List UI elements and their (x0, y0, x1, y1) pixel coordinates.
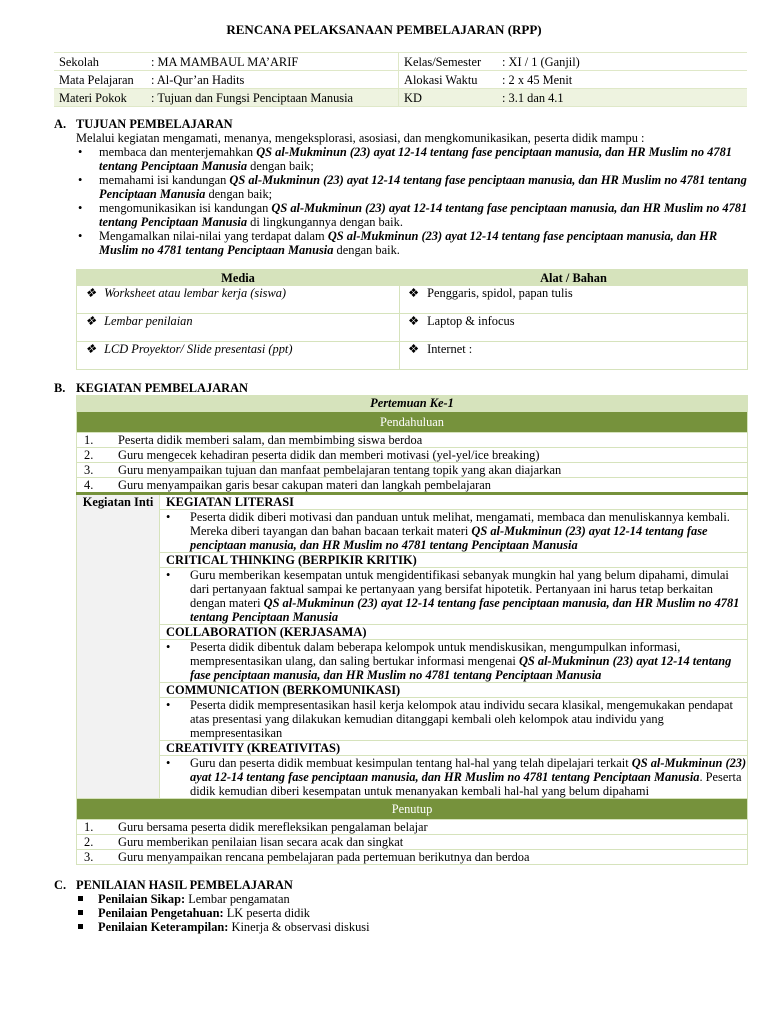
table-row: 4. Guru menyampaikan garis besar cakupan materi dan langkah pembelajaran (77, 478, 748, 494)
bullet-icon: • (166, 698, 171, 712)
tujuan-list (76, 145, 748, 257)
penutup-header: Penutup (77, 799, 748, 820)
square-bullet-icon (78, 924, 83, 929)
info-label: Materi Pokok (59, 90, 127, 105)
bullet-icon: • (78, 229, 83, 243)
section-c-heading (54, 878, 293, 892)
list-item: • Mengamalkan nilai-nilai yang terdapat dalam QS al-Mukminun (23) ayat 12-14 tentang fase penciptaan manusia, dan HR Muslim no 4781 tentang Penciptaan Manusia dengan baik. (78, 229, 718, 257)
subsection-heading: CREATIVITY (KREATIVITAS) (160, 741, 748, 756)
column-header: Alat / Bahan (400, 270, 748, 286)
penilaian-list (76, 892, 370, 934)
bullet-icon: • (166, 640, 171, 654)
bullet-icon: • (78, 201, 83, 215)
table-row: • Peserta didik mempresentasikan hasil kerja kelompok atau individu secara klasikal, mengemukakan pendapat atas presentasi yang dilakukan kemudian ditanggapi kembali oleh kelompok atau individu yang mempresentasikan (77, 698, 748, 741)
table-row: 3. Guru menyampaikan rencana pembelajaran pada pertemuan berikutnya dan berdoa (77, 850, 748, 865)
section-title: TUJUAN PEMBELAJARAN (76, 117, 233, 131)
table-row: 1. Peserta didik memberi salam, dan membimbing siswa berdoa (77, 433, 748, 448)
square-bullet-icon (78, 910, 83, 915)
info-row (54, 89, 747, 107)
diamond-bullet-icon: ❖ (408, 286, 420, 300)
table-row (77, 286, 748, 314)
table-row (77, 683, 748, 698)
media-item: Lembar penilaian (104, 314, 193, 328)
info-label: KD (404, 90, 422, 105)
list-item: Penilaian Sikap: Lembar pengamatan (76, 892, 370, 906)
alat-item: Penggaris, spidol, papan tulis (427, 286, 573, 300)
info-value: : 3.1 dan 4.1 (502, 90, 564, 105)
info-table (54, 52, 747, 107)
section-letter: A. (54, 117, 67, 131)
table-row: • Guru memberikan kesempatan untuk mengidentifikasi sebanyak mungkin hal yang belum dipahami, dimulai dari pertanyaan faktual sampai ke pertanyaan yang bersifat hipotetik. Pertanyaan ini harus tetap berkaitan dengan materi QS al-Mukminun (23) ayat 12-14 tentang fase penciptaan manusia, dan HR Muslim no 4781 tentang Penciptaan Manusia (77, 568, 748, 625)
alat-item: Internet : (427, 342, 473, 356)
section-a-intro: Melalui kegiatan mengamati, menanya, mengeksplorasi, asosiasi, dan mengkomunikasikan, peserta didik mampu : (76, 131, 645, 145)
table-row: • Guru dan peserta didik membuat kesimpulan tentang hal-hal yang telah dipelajari terkait QS al-Mukminun (23) ayat 12-14 tentang fase penciptaan manusia, dan HR Muslim no 4781 tentang Penciptaan Manusia. Peserta didik kemudian diberi kesempatan untuk menanyakan kembali hal-hal yang belum dipahami (77, 756, 748, 799)
media-item: Worksheet atau lembar kerja (siswa) (104, 286, 287, 300)
diamond-bullet-icon: ❖ (408, 342, 420, 356)
media-item: LCD Proyektor/ Slide presentasi (ppt) (104, 342, 293, 356)
subsection-heading: COMMUNICATION (BERKOMUNIKASI) (160, 683, 748, 698)
info-value: : XI / 1 (Ganjil) (502, 54, 580, 69)
table-row (77, 342, 748, 370)
table-row (77, 625, 748, 640)
media-table (76, 269, 748, 370)
subsection-heading: KEGIATAN LITERASI (160, 494, 748, 510)
table-row (77, 553, 748, 568)
info-value: : Tujuan dan Fungsi Penciptaan Manusia (146, 89, 399, 107)
list-item: • mengomunikasikan isi kandungan QS al-Mukminun (23) ayat 12-14 tentang fase penciptaan manusia, dan HR Muslim no 4781 tentang Penciptaan Manusia di lingkungannya dengan baik. (78, 201, 748, 229)
section-title: KEGIATAN PEMBELAJARAN (76, 381, 248, 395)
list-item: • membaca dan menterjemahkan QS al-Mukminun (23) ayat 12-14 tentang fase penciptaan manusia, dan HR Muslim no 4781 tentang Penciptaan Manusia dengan baik; (78, 145, 732, 173)
bullet-icon: • (166, 756, 171, 770)
bullet-icon: • (78, 145, 83, 159)
table-row (77, 494, 748, 510)
table-row: • Peserta didik dibentuk dalam beberapa kelompok untuk mendiskusikan, mengumpulkan informasi, mempresentasikan ulang, dan saling bertukar informasi mengenai QS al-Mukminun (23) ayat 12-14 tentang fase penciptaan manusia, dan HR Muslim no 4781 tentang Penciptaan Manusia (77, 640, 748, 683)
info-label: Kelas/Semester (404, 54, 482, 69)
table-row: 2. Guru mengecek kehadiran peserta didik dan memberi motivasi (yel-yel/ice breaking) (77, 448, 748, 463)
info-value: : 2 x 45 Menit (502, 72, 573, 87)
kegiatan-inti-label: Kegiatan Inti (77, 494, 160, 799)
table-row: 2. Guru memberikan penilaian lisan secara acak dan singkat (77, 835, 748, 850)
subsection-heading: CRITICAL THINKING (BERPIKIR KRITIK) (160, 553, 748, 568)
section-b-heading (54, 381, 248, 395)
info-value: : Al-Qur’an Hadits (146, 71, 399, 89)
column-header: Media (77, 270, 400, 286)
section-a-heading (54, 117, 233, 131)
list-item: • memahami isi kandungan QS al-Mukminun (23) ayat 12-14 tentang fase penciptaan manusia, dan HR Muslim no 4781 tentang Penciptaan Manusia dengan baik; (78, 173, 747, 201)
table-row: 1. Guru bersama peserta didik merefleksikan pengalaman belajar (77, 820, 748, 835)
bullet-icon: • (78, 173, 83, 187)
info-row (54, 71, 747, 89)
table-row: • Peserta didik diberi motivasi dan panduan untuk melihat, mengamati, membaca dan menuliskannya kembali. Mereka diberi tayangan dan bahan bacaan terkait materi QS al-Mukminun (23) ayat 12-14 tentang fase penciptaan manusia, dan HR Muslim no 4781 tentang Penciptaan Manusia (77, 510, 748, 553)
info-label: Mata Pelajaran (59, 72, 134, 87)
square-bullet-icon (78, 896, 83, 901)
section-title: PENILAIAN HASIL PEMBELAJARAN (76, 878, 293, 892)
pendahuluan-header: Pendahuluan (77, 412, 748, 433)
pertemuan-header: Pertemuan Ke-1 (77, 396, 748, 412)
diamond-bullet-icon: ❖ (408, 314, 420, 328)
info-value: : MA MAMBAUL MA’ARIF (146, 53, 399, 71)
section-letter: C. (54, 878, 67, 892)
info-row (54, 53, 747, 71)
info-label: Alokasi Waktu (404, 72, 478, 87)
subsection-heading: COLLABORATION (KERJASAMA) (160, 625, 748, 640)
table-row: 3. Guru menyampaikan tujuan dan manfaat pembelajaran tentang topik yang akan diajarkan (77, 463, 748, 478)
diamond-bullet-icon: ❖ (85, 314, 97, 328)
table-row (77, 314, 748, 342)
section-letter: B. (54, 381, 66, 395)
kegiatan-table (76, 395, 748, 865)
bullet-icon: • (166, 568, 171, 582)
diamond-bullet-icon: ❖ (85, 342, 97, 356)
info-label: Sekolah (59, 54, 99, 69)
list-item: Penilaian Pengetahuan: LK peserta didik (76, 906, 370, 920)
bullet-icon: • (166, 510, 171, 524)
list-item: Penilaian Keterampilan: Kinerja & observasi diskusi (76, 920, 370, 934)
table-row (77, 741, 748, 756)
document-title: RENCANA PELAKSANAAN PEMBELAJARAN (RPP) (226, 22, 542, 37)
diamond-bullet-icon: ❖ (85, 286, 97, 300)
alat-item: Laptop & infocus (427, 314, 515, 328)
